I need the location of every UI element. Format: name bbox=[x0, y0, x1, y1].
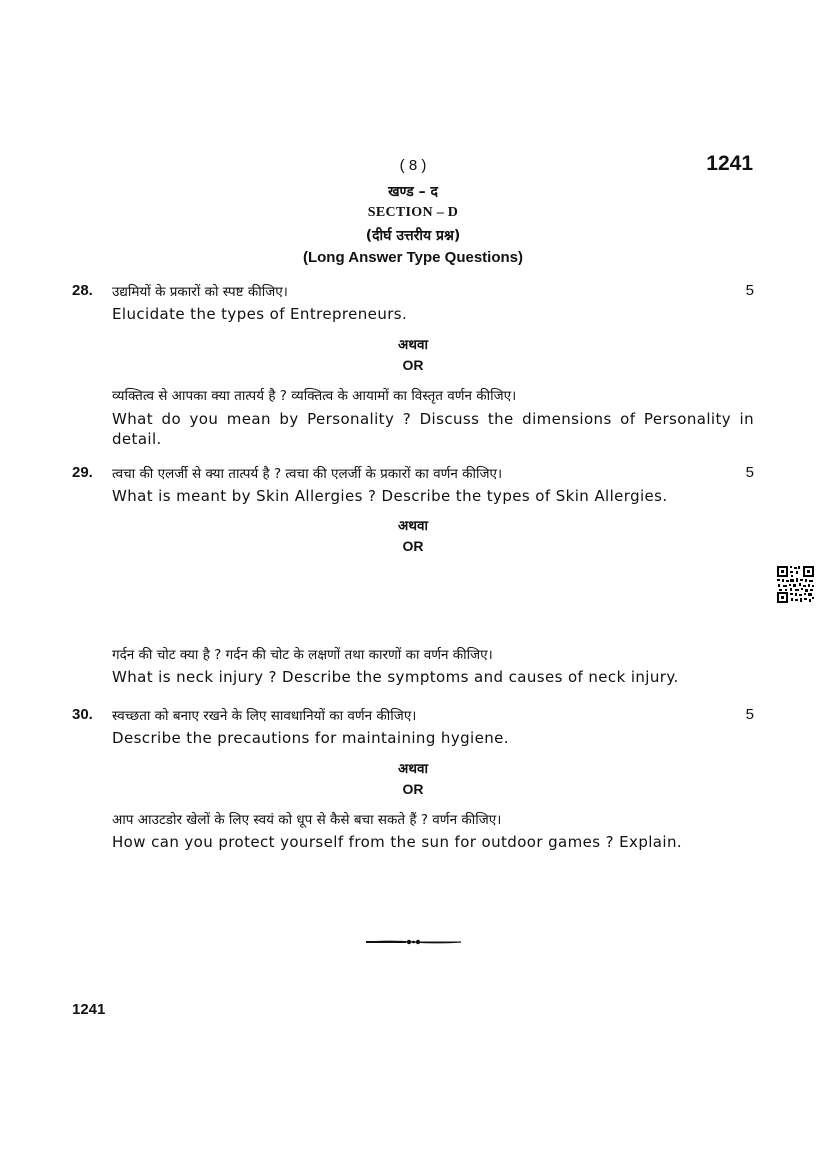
question-number: 30. bbox=[72, 706, 93, 723]
section-subtitle-hindi: (दीर्घ उत्तरीय प्रश्न) bbox=[365, 228, 461, 244]
or-label-hindi: अथवा bbox=[398, 518, 428, 534]
section-subtitle: (Long Answer Type Questions) bbox=[302, 249, 523, 266]
question-text: Elucidate the types of Entrepreneurs. bbox=[112, 305, 408, 323]
qr-code-icon bbox=[776, 565, 815, 604]
or-label: OR bbox=[402, 781, 424, 797]
footer-paper-code: 1241 bbox=[72, 1001, 106, 1018]
question-marks: 5 bbox=[745, 706, 754, 723]
or-label: OR bbox=[402, 357, 424, 373]
question-text-hindi: उद्यमियों के प्रकारों को स्पष्ट कीजिए। bbox=[112, 284, 288, 300]
or-label-hindi: अथवा bbox=[398, 337, 428, 353]
question-number: 29. bbox=[72, 464, 93, 481]
alternate-question-hindi: आप आउटडोर खेलों के लिए स्वयं को धूप से कैसे बचा सकते हैं ? वर्णन कीजिए। bbox=[112, 812, 502, 828]
question-text: Describe the precautions for maintaining hygiene. bbox=[112, 729, 509, 747]
or-label-hindi: अथवा bbox=[398, 761, 428, 777]
question-marks: 5 bbox=[745, 464, 754, 481]
question-number: 28. bbox=[72, 282, 93, 299]
page-number: ( 8 ) bbox=[399, 157, 427, 174]
alternate-question-hindi: गर्दन की चोट क्या है ? गर्दन की चोट के लक्षणों तथा कारणों का वर्णन कीजिए। bbox=[112, 647, 493, 663]
question-text-hindi: स्वच्छता को बनाए रखने के लिए सावधानियों का वर्णन कीजिए। bbox=[112, 708, 417, 724]
question-marks: 5 bbox=[745, 282, 754, 299]
alternate-question: What do you mean by Personality ? Discuss the dimensions of Personality in detail. bbox=[112, 410, 754, 448]
alternate-question-hindi: व्यक्तित्व से आपका क्या तात्पर्य है ? व्यक्तित्व के आयामों का विस्तृत वर्णन कीजिए। bbox=[112, 388, 517, 404]
end-ornament-icon bbox=[366, 932, 461, 942]
section-title-hindi: खण्ड – द bbox=[388, 184, 438, 200]
alternate-question: What is neck injury ? Describe the symptoms and causes of neck injury. bbox=[112, 668, 679, 686]
paper-code: 1241 bbox=[706, 152, 753, 175]
section-title: SECTION – D bbox=[367, 205, 459, 220]
or-label: OR bbox=[402, 538, 424, 554]
question-text-hindi: त्वचा की एलर्जी से क्या तात्पर्य है ? त्वचा की एलर्जी के प्रकारों का वर्णन कीजिए। bbox=[112, 466, 503, 482]
alternate-question: How can you protect yourself from the sun for outdoor games ? Explain. bbox=[112, 833, 683, 851]
question-text: What is meant by Skin Allergies ? Describe the types of Skin Allergies. bbox=[112, 487, 668, 505]
